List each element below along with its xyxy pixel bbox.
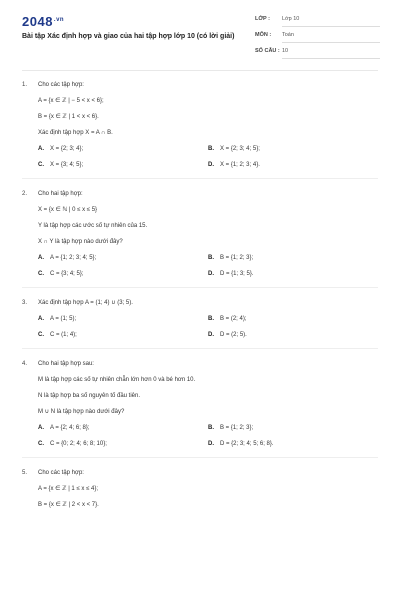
option-text: C = (1; 4); <box>50 332 77 338</box>
option-letter: C. <box>38 441 44 447</box>
question-line: Cho các tập hợp: <box>38 470 84 476</box>
answer-option-a[interactable] <box>38 253 208 269</box>
answer-option-c[interactable] <box>38 269 208 285</box>
option-text: D = {2; 3; 4; 5; 6; 8}. <box>220 441 274 447</box>
answer-option-c[interactable] <box>38 439 208 455</box>
answer-option-b[interactable] <box>208 144 378 160</box>
meta-value: Lớp 10 <box>282 16 300 22</box>
answer-option-d[interactable] <box>208 439 378 455</box>
option-letter: A. <box>38 425 44 431</box>
answer-option-b[interactable] <box>208 423 378 439</box>
question-line: N là tập hợp ba số nguyên tố đầu tiên. <box>38 393 141 399</box>
meta-value: Toán <box>282 32 294 38</box>
answer-option-d[interactable] <box>208 330 378 346</box>
question-line: X ∩ Y là tập hợp nào dưới đây? <box>38 239 123 245</box>
header-divider <box>22 70 378 71</box>
option-text: D = {1; 3; 5}. <box>220 271 254 277</box>
option-letter: A. <box>38 255 44 261</box>
meta-underline <box>282 26 380 27</box>
question-number: 4. <box>22 361 28 367</box>
option-letter: B. <box>208 316 214 322</box>
option-text: C = {0; 2; 4; 6; 8; 10}; <box>50 441 107 447</box>
option-text: C = {3; 4; 5}; <box>50 271 84 277</box>
option-letter: B. <box>208 146 214 152</box>
answer-option-a[interactable] <box>38 314 208 330</box>
answer-options <box>22 253 378 285</box>
question-number: 2. <box>22 191 28 197</box>
answer-option-b[interactable] <box>208 314 378 330</box>
question-line: B = {x ∈ ℤ | 1 < x < 6}. <box>38 114 99 120</box>
meta-underline <box>282 58 380 59</box>
meta-key: LỚP : <box>255 16 270 22</box>
question-divider <box>22 178 378 179</box>
question-divider <box>22 287 378 288</box>
option-text: A = {2; 4; 6; 8}; <box>50 425 90 431</box>
question-line: A = {x ∈ ℤ | 1 ≤ x ≤ 4}; <box>38 486 99 492</box>
option-letter: D. <box>208 332 214 338</box>
option-letter: C. <box>38 162 44 168</box>
option-text: X = {3; 4; 5}; <box>50 162 84 168</box>
question-stem <box>22 468 378 484</box>
option-text: B = (2; 4); <box>220 316 247 322</box>
option-letter: A. <box>38 146 44 152</box>
document-header <box>0 0 400 64</box>
question-stem <box>22 189 378 205</box>
answer-option-a[interactable] <box>38 144 208 160</box>
answer-options <box>22 314 378 346</box>
question-stem <box>22 298 378 314</box>
option-letter: B. <box>208 425 214 431</box>
answer-options <box>22 144 378 176</box>
answer-option-c[interactable] <box>38 330 208 346</box>
answer-option-d[interactable] <box>208 160 378 176</box>
option-text: D = (2; 5). <box>220 332 247 338</box>
question-line: M là tập hợp các số tự nhiên chẵn lớn hơn 0 và bé hơn 10. <box>38 377 196 383</box>
option-letter: D. <box>208 162 214 168</box>
answer-option-b[interactable] <box>208 253 378 269</box>
question-divider <box>22 348 378 349</box>
question-2 <box>22 189 378 288</box>
question-line: M ∪ N là tập hợp nào dưới đây? <box>38 409 125 415</box>
question-stem <box>22 359 378 375</box>
answer-options <box>22 423 378 455</box>
meta-underline <box>282 42 380 43</box>
question-line: A = {x ∈ ℤ | − 5 < x < 6}; <box>38 98 104 104</box>
option-letter: A. <box>38 316 44 322</box>
site-logo[interactable] <box>22 14 64 29</box>
option-text: X = {2; 3; 4}; <box>50 146 84 152</box>
question-line: Xác định tập hợp X = A ∩ B. <box>38 130 113 136</box>
option-text: X = {1; 2; 3; 4}. <box>220 162 260 168</box>
meta-key: SỐ CÂU : <box>255 48 280 54</box>
question-line: Cho hai tập hợp sau: <box>38 361 94 367</box>
question-stem <box>22 80 378 96</box>
option-text: A = (1; 5); <box>50 316 77 322</box>
option-letter: D. <box>208 441 214 447</box>
question-5 <box>22 468 378 516</box>
question-number: 1. <box>22 82 28 88</box>
question-4 <box>22 359 378 458</box>
option-letter: B. <box>208 255 214 261</box>
question-line: Xác định tập hợp A = (1; 4) ∪ (3; 5). <box>38 300 133 306</box>
option-text: A = {1; 2; 3; 4; 5}; <box>50 255 97 261</box>
meta-key: MÔN : <box>255 32 272 38</box>
answer-option-a[interactable] <box>38 423 208 439</box>
question-3 <box>22 298 378 349</box>
option-text: B = {1; 2; 3}; <box>220 255 254 261</box>
option-letter: C. <box>38 332 44 338</box>
question-number: 5. <box>22 470 28 476</box>
option-letter: D. <box>208 271 214 277</box>
document-title: Bài tập Xác định hợp và giao của hai tập hợp lớp 10 (có lời giải) <box>22 33 235 40</box>
question-line: X = {x ∈ ℕ | 0 ≤ x ≤ 5} <box>38 207 98 213</box>
question-1 <box>22 80 378 179</box>
question-line: Cho các tập hợp: <box>38 82 84 88</box>
meta-value: 10 <box>282 48 289 54</box>
answer-option-d[interactable] <box>208 269 378 285</box>
answer-option-c[interactable] <box>38 160 208 176</box>
question-number: 3. <box>22 300 28 306</box>
question-line: Y là tập hợp các ước số tự nhiên của 15. <box>38 223 148 229</box>
question-line: B = {x ∈ ℤ | 2 < x < 7}. <box>38 502 99 508</box>
logo-sub: .vn <box>53 16 65 23</box>
option-letter: C. <box>38 271 44 277</box>
question-divider <box>22 457 378 458</box>
question-line: Cho hai tập hợp: <box>38 191 83 197</box>
question-list <box>22 80 378 516</box>
logo-main: 2048 <box>22 14 53 29</box>
option-text: X = {2; 3; 4; 5}; <box>220 146 260 152</box>
option-text: B = {1; 2; 3}; <box>220 425 254 431</box>
